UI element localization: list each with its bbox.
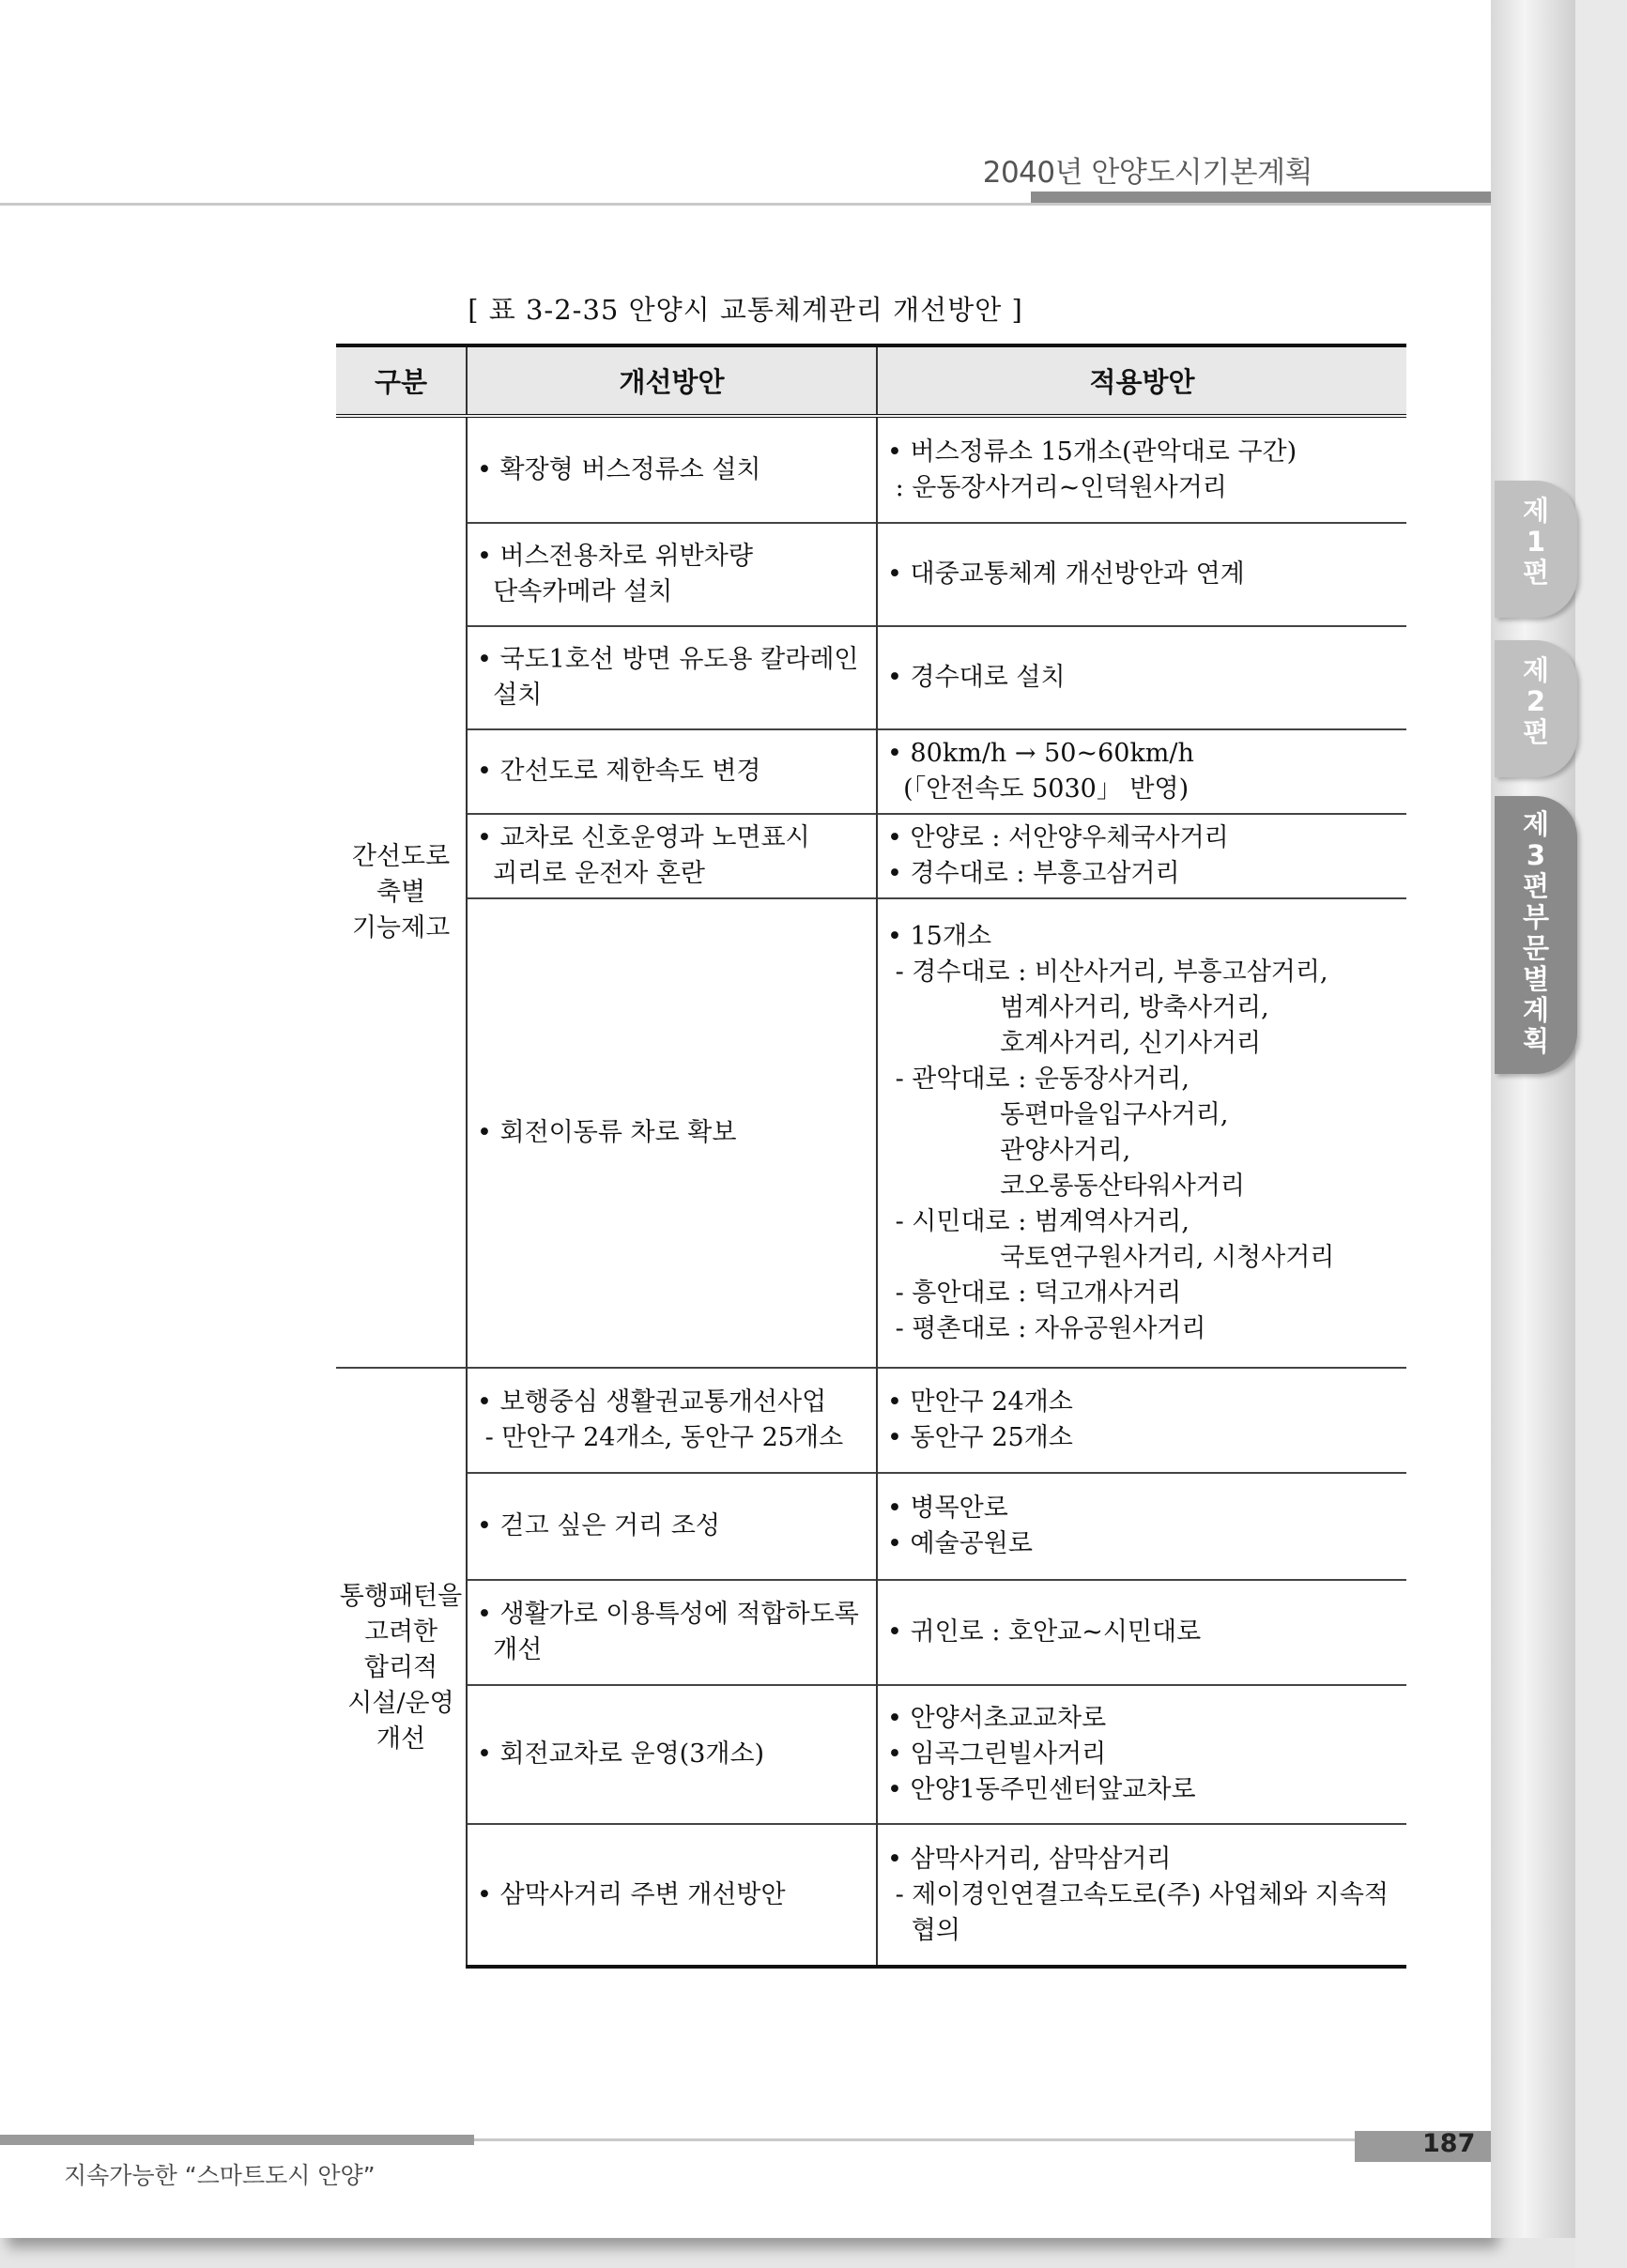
- apply-cell: [877, 1685, 1406, 1824]
- apply-line: • 동안구 25개소: [887, 1423, 1073, 1452]
- apply-line: • 만안구 24개소: [887, 1387, 1073, 1417]
- apply-line: - 제이경인연결고속도로(주) 사업체와 지속적: [887, 1879, 1389, 1909]
- plan-cell: [467, 416, 877, 523]
- improvement-table: [336, 344, 1406, 1969]
- plan-line: - 만안구 24개소, 동안구 25개소: [477, 1423, 844, 1452]
- apply-line: • 안양로 : 서안양우체국사거리: [887, 823, 1229, 852]
- apply-line: 관양사거리,: [887, 1136, 1131, 1165]
- side-tab-part-2[interactable]: [1495, 640, 1577, 777]
- plan-line: • 간선도로 제한속도 변경: [477, 757, 761, 786]
- apply-line: - 경수대로 : 비산사거리, 부흥고삼거리,: [887, 958, 1328, 987]
- plan-cell: [467, 1685, 877, 1824]
- table-row: [336, 523, 1406, 626]
- apply-line: - 평촌대로 : 자유공원사거리: [887, 1314, 1206, 1343]
- apply-line: • 80km/h → 50~60km/h: [887, 739, 1194, 768]
- apply-line: • 경수대로 : 부흥고삼거리: [887, 859, 1180, 888]
- plan-cell: [467, 1824, 877, 1967]
- side-tab-char: 제: [1522, 495, 1549, 527]
- table-row: [336, 729, 1406, 814]
- plan-line: • 걷고 싶은 거리 조성: [477, 1511, 720, 1540]
- plan-cell: [467, 1473, 877, 1580]
- category-line: 고려한: [363, 1617, 438, 1647]
- plan-line: 설치: [477, 681, 543, 710]
- apply-cell: [877, 1824, 1406, 1967]
- side-tab-char: 제: [1522, 654, 1549, 686]
- category-cell: [336, 416, 467, 1368]
- apply-cell: [877, 523, 1406, 626]
- plan-cell: [467, 898, 877, 1368]
- plan-line: • 교차로 신호운영과 노면표시: [477, 823, 810, 852]
- page-edge: [1491, 0, 1575, 2238]
- side-tab-char: 별: [1522, 963, 1549, 995]
- apply-line: - 시민대로 : 범계역사거리,: [887, 1207, 1190, 1236]
- page-number: 187: [1422, 2129, 1476, 2158]
- plan-line: • 버스전용차로 위반차량: [477, 542, 753, 571]
- plan-line: • 회전이동류 차로 확보: [477, 1118, 737, 1147]
- apply-line: (「안전속도 5030」 반영): [887, 774, 1190, 804]
- footer-accent-bar-left: [0, 2135, 474, 2145]
- apply-line: - 관악대로 : 운동장사거리,: [887, 1065, 1190, 1094]
- table-row: [336, 416, 1406, 523]
- apply-line: 협의: [887, 1915, 960, 1945]
- apply-cell: [877, 898, 1406, 1368]
- apply-line: • 대중교통체계 개선방안과 연계: [887, 559, 1245, 589]
- category-line: 합리적: [363, 1652, 438, 1682]
- table-row: [336, 814, 1406, 898]
- side-tab-char: 1: [1526, 526, 1546, 558]
- header-divider: [0, 203, 1491, 206]
- apply-cell: [877, 416, 1406, 523]
- table-header-row: [336, 345, 1406, 416]
- footer-title: 지속가능한 “스마트도시 안양”: [64, 2162, 376, 2189]
- apply-line: • 삼막사거리, 삼막삼거리: [887, 1844, 1172, 1874]
- apply-line: • 임곡그린빌사거리: [887, 1739, 1107, 1769]
- apply-line: : 운동장사거리~인덕원사거리: [887, 472, 1227, 502]
- table-row: [336, 1824, 1406, 1967]
- apply-cell: [877, 814, 1406, 898]
- apply-line: 호계사거리, 신기사거리: [887, 1029, 1262, 1058]
- apply-line: 국토연구원사거리, 시청사거리: [887, 1243, 1335, 1272]
- category-line: 시설/운영: [347, 1688, 454, 1718]
- table-row: [336, 1473, 1406, 1580]
- table-row: [336, 898, 1406, 1368]
- plan-cell: [467, 729, 877, 814]
- header-apply: 적용방안: [877, 345, 1406, 416]
- apply-line: • 15개소: [887, 922, 992, 951]
- plan-cell: [467, 814, 877, 898]
- apply-cell: [877, 1580, 1406, 1685]
- side-tab-char: 편: [1522, 870, 1549, 902]
- apply-line: • 병목안로: [887, 1494, 1008, 1523]
- plan-line: 개선: [477, 1635, 543, 1664]
- apply-line: • 버스정류소 15개소(관악대로 구간): [887, 437, 1297, 467]
- plan-line: • 보행중심 생활권교통개선사업: [477, 1387, 827, 1417]
- apply-cell: [877, 1473, 1406, 1580]
- plan-line: • 회전교차로 운영(3개소): [477, 1739, 765, 1769]
- plan-cell: [467, 1580, 877, 1685]
- side-tab-char: 계: [1522, 994, 1549, 1026]
- header-plan: 개선방안: [467, 345, 877, 416]
- apply-cell: [877, 626, 1406, 729]
- apply-line: 동편마을입구사거리,: [887, 1100, 1229, 1129]
- plan-line: • 생활가로 이용특성에 적합하도록: [477, 1600, 859, 1629]
- category-line: 통행패턴을: [339, 1581, 463, 1611]
- category-line: 간선도로: [351, 841, 451, 871]
- plan-line: 단속카메라 설치: [477, 577, 673, 606]
- table-row: [336, 1368, 1406, 1473]
- table-row: [336, 1685, 1406, 1824]
- side-tab-char: 문: [1522, 932, 1549, 964]
- category-line: 기능제고: [351, 912, 451, 942]
- table-row: [336, 626, 1406, 729]
- header-category: 구분: [336, 345, 467, 416]
- apply-line: • 귀인로 : 호안교~시민대로: [887, 1617, 1202, 1647]
- apply-line: • 예술공원로: [887, 1529, 1033, 1558]
- category-line: 축별: [376, 877, 426, 907]
- apply-line: 범계사거리, 방축사거리,: [887, 993, 1269, 1022]
- table-body: [336, 416, 1406, 1967]
- apply-cell: [877, 1368, 1406, 1473]
- side-tab-char: 제: [1522, 808, 1549, 840]
- apply-line: • 안양1동주민센터앞교차로: [887, 1775, 1196, 1804]
- apply-line: • 경수대로 설치: [887, 663, 1066, 692]
- apply-cell: [877, 729, 1406, 814]
- apply-line: • 안양서초교교차로: [887, 1704, 1107, 1733]
- side-tab-char: 부: [1522, 901, 1549, 933]
- page-edge-background: [1575, 0, 1627, 2268]
- plan-cell: [467, 626, 877, 729]
- side-tab-char: 3: [1526, 839, 1546, 871]
- header-title: 2040년 안양도시기본계획: [982, 156, 1312, 190]
- table-caption: [ 표 3-2-35 안양시 교통체계관리 개선방안 ]: [468, 294, 1023, 326]
- plan-cell: [467, 1368, 877, 1473]
- plan-line: 괴리로 운전자 혼란: [477, 859, 705, 888]
- side-tab-char: 획: [1522, 1025, 1549, 1057]
- plan-cell: [467, 523, 877, 626]
- side-tab-char: 편: [1522, 716, 1549, 748]
- category-cell: [336, 1368, 467, 1967]
- side-tab-char: 2: [1526, 685, 1546, 717]
- apply-line: 코오롱동산타워사거리: [887, 1172, 1245, 1201]
- plan-line: • 삼막사거리 주변 개선방안: [477, 1879, 786, 1909]
- plan-line: • 국도1호선 방면 유도용 칼라레인: [477, 645, 859, 674]
- apply-line: - 흥안대로 : 덕고개사거리: [887, 1279, 1182, 1308]
- side-tab-char: 편: [1522, 557, 1549, 589]
- plan-line: • 확장형 버스정류소 설치: [477, 454, 761, 484]
- header-accent-bar: [1031, 192, 1491, 203]
- side-tab-part-3[interactable]: [1495, 796, 1577, 1074]
- category-line: 개선: [376, 1724, 426, 1754]
- side-tab-part-1[interactable]: [1495, 481, 1577, 618]
- table-row: [336, 1580, 1406, 1685]
